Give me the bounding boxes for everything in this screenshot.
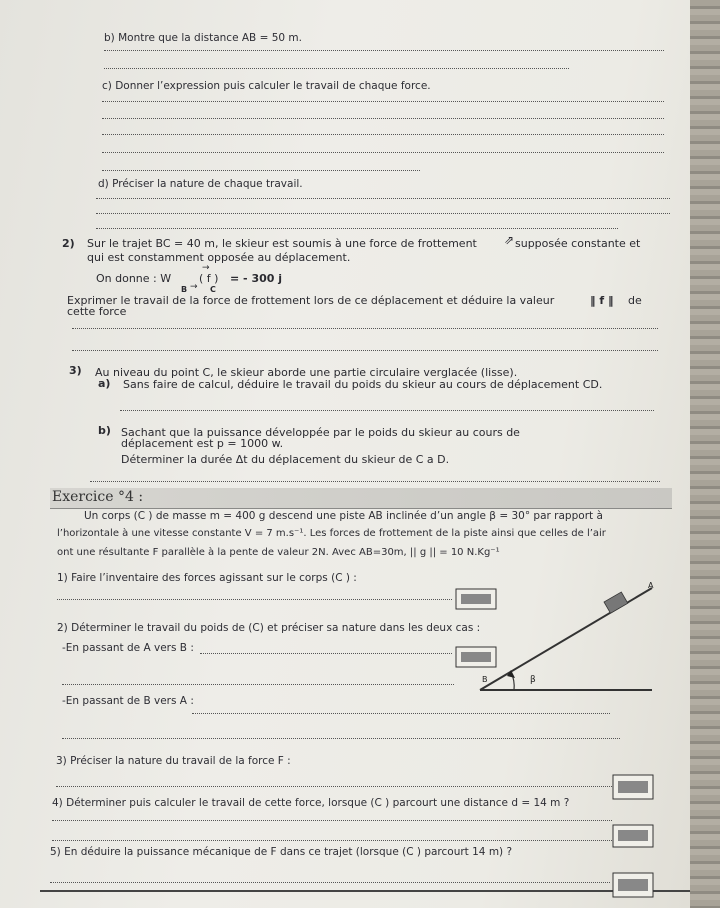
exercise-4-q5: 5) En déduire la puissance mécanique de F dans ce trajet (lorsque (C ) parcourt 14 m) ?	[50, 846, 513, 858]
answer-line	[50, 882, 610, 883]
answer-line	[72, 350, 658, 351]
given-force: ( f )	[199, 272, 219, 285]
answer-line	[102, 101, 664, 102]
question-3a-label: a)	[98, 377, 111, 390]
note-icon	[612, 774, 654, 800]
given-prefix: On donne : W	[96, 272, 172, 285]
exercise-4-q2: 2) Déterminer le travail du poids de (C) et préciser sa nature dans les deux cas :	[57, 622, 481, 634]
question-1b: b) Montre que la distance AB = 50 m.	[104, 32, 302, 44]
exercise-4-intro-3: ont une résultante F parallèle à la pente de valeur 2N. Avec AB=30m, || g || = 10 N.Kg⁻¹	[57, 547, 500, 558]
answer-line	[120, 410, 654, 411]
given-value: = - 300 j	[230, 272, 283, 285]
sub-arrow-icon: →	[190, 282, 198, 292]
question-3b-label: b)	[98, 424, 111, 437]
answer-line	[72, 328, 658, 329]
answer-line	[96, 213, 670, 214]
question-3b-line3: Déterminer la durée Δt du déplacement du skieur de C a D.	[121, 453, 450, 466]
answer-line	[200, 653, 452, 654]
answer-line	[62, 738, 620, 739]
answer-line	[192, 713, 610, 714]
arrow-icon: ⇗	[504, 233, 515, 247]
exercise-4-q4: 4) Déterminer puis calculer le travail de cette force, lorsque (C ) parcourt une distance d = 14 m ?	[52, 797, 570, 809]
answer-line	[62, 684, 454, 685]
question-2-number: 2)	[62, 237, 75, 250]
label-a: A	[648, 581, 654, 590]
answer-line	[52, 840, 612, 841]
answer-line	[52, 820, 612, 821]
vector-arrow-icon: →	[202, 263, 210, 273]
answer-line	[96, 198, 670, 199]
answer-line	[102, 118, 664, 119]
answer-line	[104, 50, 664, 51]
question-2-line2: qui est constamment opposée au déplacement.	[87, 251, 351, 264]
answer-line	[102, 134, 664, 135]
answer-line	[56, 786, 612, 787]
question-2-task: Exprimer le travail de la force de frottement lors de ce déplacement et déduire la valeur	[67, 294, 555, 307]
note-icon	[612, 872, 654, 898]
exercise-4-q1: 1) Faire l’inventaire des forces agissant sur le corps (C ) :	[57, 572, 357, 584]
given-sub-c: C	[210, 285, 216, 294]
question-1d: d) Préciser la nature de chaque travail.	[98, 178, 303, 190]
exercise-4-banner	[50, 488, 672, 509]
exercise-4-title: Exercice °4 :	[52, 489, 144, 505]
question-2-line1: Sur le trajet BC = 40 m, le skieur est soumis à une force de frottement	[87, 237, 477, 250]
block-c-icon	[604, 592, 628, 613]
note-icon	[455, 588, 497, 610]
answer-line	[57, 599, 452, 600]
exercise-4-intro-1: Un corps (C ) de masse m = 400 g descend une piste AB inclinée d’un angle β = 30° par rapport à	[84, 510, 603, 522]
label-beta: β	[530, 675, 536, 685]
answer-line	[104, 68, 569, 69]
exercise-4-q3: 3) Préciser la nature du travail de la force F :	[56, 755, 291, 767]
inclined-plane-diagram	[470, 578, 680, 698]
question-3b-line2: déplacement est p = 1000 w.	[121, 437, 284, 450]
page-footer-rule	[40, 890, 690, 892]
question-3b-line1: Sachant que la puissance développée par le poids du skieur au cours de	[121, 426, 520, 439]
question-3-line1: Au niveau du point C, le skieur aborde une partie circulaire verglacée (lisse).	[95, 366, 518, 379]
exercise-4-intro-2: l’horizontale à une vitesse constante V = 7 m.s⁻¹. Les forces de frottement de la piste ainsi que celles de l’air	[57, 528, 606, 539]
question-3a-text: Sans faire de calcul, déduire le travail du poids du skieur au cours de déplacement CD.	[123, 378, 603, 391]
answer-line	[102, 170, 420, 171]
force-norm: ‖ f ‖	[590, 294, 614, 307]
note-icon	[612, 824, 654, 848]
question-2-task-de: de	[628, 294, 642, 307]
question-2-line1-end: supposée constante et	[515, 237, 641, 250]
question-1c: c) Donner l’expression puis calculer le travail de chaque force.	[102, 80, 431, 92]
answer-line	[90, 481, 660, 482]
exercise-4-q2a: -En passant de A vers B :	[62, 642, 194, 654]
binder-edge	[690, 0, 720, 908]
label-b: B	[482, 675, 488, 684]
exercise-4-q2b: -En passant de B vers A :	[62, 695, 194, 707]
given-sub-b: B	[181, 285, 188, 294]
question-3-number: 3)	[69, 364, 82, 377]
question-2-task-2: cette force	[67, 305, 127, 318]
note-icon	[455, 646, 497, 668]
answer-line	[96, 228, 618, 229]
answer-line	[102, 152, 664, 153]
